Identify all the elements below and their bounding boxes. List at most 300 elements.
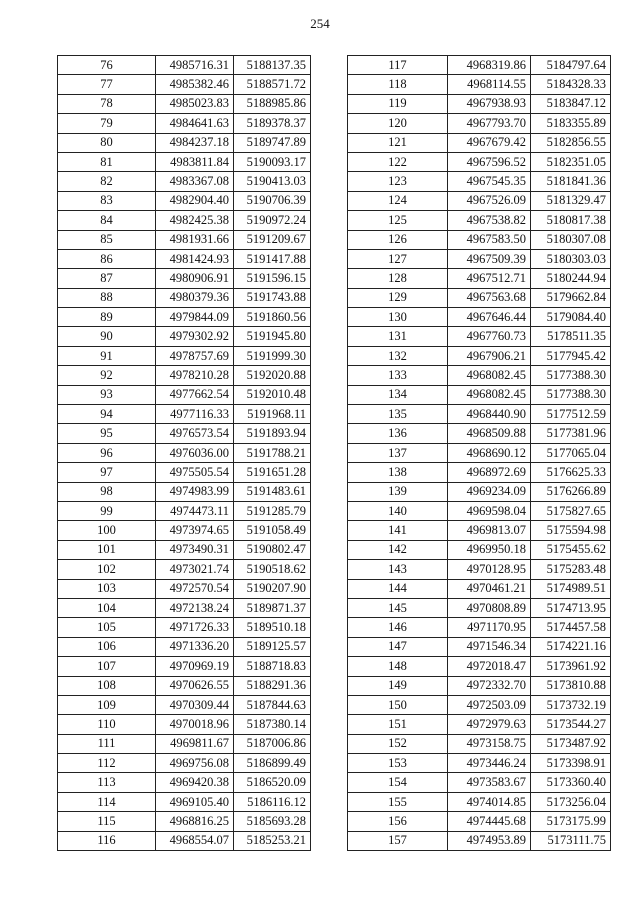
point-number-cell: 155 [348, 792, 448, 811]
x-coordinate-cell: 4984237.18 [156, 133, 234, 152]
x-coordinate-cell: 4979302.92 [156, 327, 234, 346]
table-row [58, 792, 311, 811]
point-number-cell: 91 [58, 346, 156, 365]
point-number-cell: 96 [58, 443, 156, 462]
x-coordinate-cell: 4972503.09 [448, 695, 531, 714]
y-coordinate-cell: 5179084.40 [531, 308, 611, 327]
point-number-cell: 122 [348, 152, 448, 171]
y-coordinate-cell: 5173810.88 [531, 676, 611, 695]
table-row [58, 443, 311, 462]
point-number-cell: 102 [58, 560, 156, 579]
x-coordinate-cell: 4973583.67 [448, 773, 531, 792]
x-coordinate-cell: 4967509.39 [448, 249, 531, 268]
x-coordinate-cell: 4971170.95 [448, 618, 531, 637]
y-coordinate-cell: 5190207.90 [234, 579, 311, 598]
y-coordinate-cell: 5191058.49 [234, 521, 311, 540]
x-coordinate-cell: 4973490.31 [156, 540, 234, 559]
point-number-cell: 142 [348, 540, 448, 559]
y-coordinate-cell: 5191417.88 [234, 249, 311, 268]
point-number-cell: 120 [348, 114, 448, 133]
point-number-cell: 85 [58, 230, 156, 249]
y-coordinate-cell: 5182351.05 [531, 152, 611, 171]
y-coordinate-cell: 5188571.72 [234, 75, 311, 94]
table-row [58, 521, 311, 540]
x-coordinate-cell: 4970128.95 [448, 560, 531, 579]
point-number-cell: 126 [348, 230, 448, 249]
point-number-cell: 144 [348, 579, 448, 598]
point-number-cell: 118 [348, 75, 448, 94]
x-coordinate-cell: 4967563.68 [448, 288, 531, 307]
table-row [58, 346, 311, 365]
y-coordinate-cell: 5173256.04 [531, 792, 611, 811]
table-row [348, 327, 611, 346]
point-number-cell: 141 [348, 521, 448, 540]
point-number-cell: 146 [348, 618, 448, 637]
table-row [348, 424, 611, 443]
point-number-cell: 148 [348, 657, 448, 676]
y-coordinate-cell: 5187844.63 [234, 695, 311, 714]
y-coordinate-cell: 5180817.38 [531, 211, 611, 230]
x-coordinate-cell: 4973446.24 [448, 754, 531, 773]
table-row [58, 812, 311, 831]
y-coordinate-cell: 5191860.56 [234, 308, 311, 327]
x-coordinate-cell: 4969756.08 [156, 754, 234, 773]
x-coordinate-cell: 4972018.47 [448, 657, 531, 676]
table-row [348, 211, 611, 230]
x-coordinate-cell: 4978210.28 [156, 366, 234, 385]
y-coordinate-cell: 5191788.21 [234, 443, 311, 462]
table-row [348, 405, 611, 424]
table-row [58, 463, 311, 482]
point-number-cell: 105 [58, 618, 156, 637]
table-row [348, 75, 611, 94]
x-coordinate-cell: 4967583.50 [448, 230, 531, 249]
x-coordinate-cell: 4974445.68 [448, 812, 531, 831]
table-row [348, 482, 611, 501]
y-coordinate-cell: 5191743.88 [234, 288, 311, 307]
y-coordinate-cell: 5175283.48 [531, 560, 611, 579]
x-coordinate-cell: 4967760.73 [448, 327, 531, 346]
table-row [58, 152, 311, 171]
table-row [348, 579, 611, 598]
point-number-cell: 139 [348, 482, 448, 501]
table-row [58, 249, 311, 268]
point-number-cell: 150 [348, 695, 448, 714]
y-coordinate-cell: 5173961.92 [531, 657, 611, 676]
x-coordinate-cell: 4980379.36 [156, 288, 234, 307]
x-coordinate-cell: 4977662.54 [156, 385, 234, 404]
x-coordinate-cell: 4968319.86 [448, 56, 531, 75]
table-row [58, 715, 311, 734]
y-coordinate-cell: 5185253.21 [234, 831, 311, 850]
x-coordinate-cell: 4968082.45 [448, 385, 531, 404]
point-number-cell: 117 [348, 56, 448, 75]
table-row [348, 152, 611, 171]
point-number-cell: 101 [58, 540, 156, 559]
point-number-cell: 94 [58, 405, 156, 424]
coordinates-table-right-body [348, 56, 611, 851]
table-row [348, 695, 611, 714]
table-row [348, 657, 611, 676]
x-coordinate-cell: 4969105.40 [156, 792, 234, 811]
point-number-cell: 135 [348, 405, 448, 424]
point-number-cell: 77 [58, 75, 156, 94]
y-coordinate-cell: 5190972.24 [234, 211, 311, 230]
table-row [348, 521, 611, 540]
table-row [58, 540, 311, 559]
table-row [58, 133, 311, 152]
point-number-cell: 107 [58, 657, 156, 676]
table-row [58, 269, 311, 288]
point-number-cell: 127 [348, 249, 448, 268]
table-row [348, 94, 611, 113]
point-number-cell: 92 [58, 366, 156, 385]
y-coordinate-cell: 5187006.86 [234, 734, 311, 753]
point-number-cell: 121 [348, 133, 448, 152]
y-coordinate-cell: 5173732.19 [531, 695, 611, 714]
point-number-cell: 97 [58, 463, 156, 482]
table-row [58, 94, 311, 113]
table-row [348, 249, 611, 268]
y-coordinate-cell: 5185693.28 [234, 812, 311, 831]
y-coordinate-cell: 5190413.03 [234, 172, 311, 191]
x-coordinate-cell: 4968440.90 [448, 405, 531, 424]
y-coordinate-cell: 5177388.30 [531, 366, 611, 385]
y-coordinate-cell: 5175594.98 [531, 521, 611, 540]
x-coordinate-cell: 4983811.84 [156, 152, 234, 171]
table-row [58, 288, 311, 307]
table-row [58, 695, 311, 714]
table-row [58, 657, 311, 676]
y-coordinate-cell: 5191945.80 [234, 327, 311, 346]
y-coordinate-cell: 5191285.79 [234, 501, 311, 520]
y-coordinate-cell: 5177388.30 [531, 385, 611, 404]
point-number-cell: 86 [58, 249, 156, 268]
x-coordinate-cell: 4970309.44 [156, 695, 234, 714]
point-number-cell: 109 [58, 695, 156, 714]
table-row [348, 501, 611, 520]
table-row [348, 792, 611, 811]
table-row [58, 172, 311, 191]
x-coordinate-cell: 4967538.82 [448, 211, 531, 230]
table-row [348, 560, 611, 579]
point-number-cell: 103 [58, 579, 156, 598]
table-row [348, 114, 611, 133]
y-coordinate-cell: 5174713.95 [531, 598, 611, 617]
x-coordinate-cell: 4969598.04 [448, 501, 531, 520]
x-coordinate-cell: 4967545.35 [448, 172, 531, 191]
point-number-cell: 87 [58, 269, 156, 288]
x-coordinate-cell: 4974014.85 [448, 792, 531, 811]
table-row [348, 191, 611, 210]
y-coordinate-cell: 5190518.62 [234, 560, 311, 579]
table-row [348, 598, 611, 617]
point-number-cell: 112 [58, 754, 156, 773]
y-coordinate-cell: 5184797.64 [531, 56, 611, 75]
x-coordinate-cell: 4979844.09 [156, 308, 234, 327]
x-coordinate-cell: 4974953.89 [448, 831, 531, 850]
point-number-cell: 78 [58, 94, 156, 113]
x-coordinate-cell: 4968972.69 [448, 463, 531, 482]
table-row [58, 501, 311, 520]
point-number-cell: 90 [58, 327, 156, 346]
point-number-cell: 124 [348, 191, 448, 210]
x-coordinate-cell: 4974473.11 [156, 501, 234, 520]
y-coordinate-cell: 5190706.39 [234, 191, 311, 210]
y-coordinate-cell: 5188137.35 [234, 56, 311, 75]
point-number-cell: 114 [58, 792, 156, 811]
y-coordinate-cell: 5183847.12 [531, 94, 611, 113]
y-coordinate-cell: 5186116.12 [234, 792, 311, 811]
y-coordinate-cell: 5174221.16 [531, 637, 611, 656]
y-coordinate-cell: 5175455.62 [531, 540, 611, 559]
table-row [348, 715, 611, 734]
point-number-cell: 132 [348, 346, 448, 365]
point-number-cell: 137 [348, 443, 448, 462]
table-row [348, 618, 611, 637]
table-row [58, 773, 311, 792]
y-coordinate-cell: 5192020.88 [234, 366, 311, 385]
y-coordinate-cell: 5189125.57 [234, 637, 311, 656]
x-coordinate-cell: 4982904.40 [156, 191, 234, 210]
coordinates-table-left-body [58, 56, 311, 851]
point-number-cell: 84 [58, 211, 156, 230]
x-coordinate-cell: 4968690.12 [448, 443, 531, 462]
point-number-cell: 157 [348, 831, 448, 850]
x-coordinate-cell: 4972979.63 [448, 715, 531, 734]
x-coordinate-cell: 4976573.54 [156, 424, 234, 443]
y-coordinate-cell: 5183355.89 [531, 114, 611, 133]
table-row [58, 579, 311, 598]
table-row [348, 637, 611, 656]
point-number-cell: 93 [58, 385, 156, 404]
y-coordinate-cell: 5191968.11 [234, 405, 311, 424]
x-coordinate-cell: 4977116.33 [156, 405, 234, 424]
table-row [58, 327, 311, 346]
y-coordinate-cell: 5180307.08 [531, 230, 611, 249]
point-number-cell: 76 [58, 56, 156, 75]
x-coordinate-cell: 4970018.96 [156, 715, 234, 734]
table-row [348, 385, 611, 404]
x-coordinate-cell: 4978757.69 [156, 346, 234, 365]
point-number-cell: 136 [348, 424, 448, 443]
y-coordinate-cell: 5188985.86 [234, 94, 311, 113]
point-number-cell: 129 [348, 288, 448, 307]
x-coordinate-cell: 4973021.74 [156, 560, 234, 579]
x-coordinate-cell: 4968509.88 [448, 424, 531, 443]
x-coordinate-cell: 4981931.66 [156, 230, 234, 249]
y-coordinate-cell: 5189378.37 [234, 114, 311, 133]
x-coordinate-cell: 4975505.54 [156, 463, 234, 482]
y-coordinate-cell: 5190093.17 [234, 152, 311, 171]
table-row [58, 560, 311, 579]
x-coordinate-cell: 4969813.07 [448, 521, 531, 540]
y-coordinate-cell: 5179662.84 [531, 288, 611, 307]
point-number-cell: 156 [348, 812, 448, 831]
y-coordinate-cell: 5176625.33 [531, 463, 611, 482]
y-coordinate-cell: 5173111.75 [531, 831, 611, 850]
table-row [348, 463, 611, 482]
table-row [58, 308, 311, 327]
point-number-cell: 108 [58, 676, 156, 695]
table-row [58, 618, 311, 637]
point-number-cell: 140 [348, 501, 448, 520]
x-coordinate-cell: 4968082.45 [448, 366, 531, 385]
y-coordinate-cell: 5191893.94 [234, 424, 311, 443]
point-number-cell: 133 [348, 366, 448, 385]
x-coordinate-cell: 4973974.65 [156, 521, 234, 540]
x-coordinate-cell: 4985716.31 [156, 56, 234, 75]
point-number-cell: 104 [58, 598, 156, 617]
y-coordinate-cell: 5177381.96 [531, 424, 611, 443]
table-row [348, 812, 611, 831]
table-row [58, 424, 311, 443]
point-number-cell: 154 [348, 773, 448, 792]
table-row [348, 172, 611, 191]
point-number-cell: 130 [348, 308, 448, 327]
table-row [348, 773, 611, 792]
x-coordinate-cell: 4972332.70 [448, 676, 531, 695]
table-row [348, 288, 611, 307]
x-coordinate-cell: 4968816.25 [156, 812, 234, 831]
y-coordinate-cell: 5191483.61 [234, 482, 311, 501]
table-row [58, 482, 311, 501]
table-row [58, 734, 311, 753]
point-number-cell: 147 [348, 637, 448, 656]
y-coordinate-cell: 5191596.15 [234, 269, 311, 288]
x-coordinate-cell: 4971546.34 [448, 637, 531, 656]
y-coordinate-cell: 5186899.49 [234, 754, 311, 773]
y-coordinate-cell: 5191209.67 [234, 230, 311, 249]
y-coordinate-cell: 5173398.91 [531, 754, 611, 773]
table-row [58, 405, 311, 424]
y-coordinate-cell: 5191651.28 [234, 463, 311, 482]
point-number-cell: 81 [58, 152, 156, 171]
table-row [348, 366, 611, 385]
x-coordinate-cell: 4984641.63 [156, 114, 234, 133]
x-coordinate-cell: 4982425.38 [156, 211, 234, 230]
x-coordinate-cell: 4967512.71 [448, 269, 531, 288]
y-coordinate-cell: 5178511.35 [531, 327, 611, 346]
x-coordinate-cell: 4970808.89 [448, 598, 531, 617]
x-coordinate-cell: 4972570.54 [156, 579, 234, 598]
table-row [58, 831, 311, 850]
x-coordinate-cell: 4973158.75 [448, 734, 531, 753]
point-number-cell: 125 [348, 211, 448, 230]
point-number-cell: 123 [348, 172, 448, 191]
x-coordinate-cell: 4967596.52 [448, 152, 531, 171]
y-coordinate-cell: 5189747.89 [234, 133, 311, 152]
y-coordinate-cell: 5177065.04 [531, 443, 611, 462]
y-coordinate-cell: 5173175.99 [531, 812, 611, 831]
table-row [58, 56, 311, 75]
point-number-cell: 99 [58, 501, 156, 520]
point-number-cell: 138 [348, 463, 448, 482]
x-coordinate-cell: 4970626.55 [156, 676, 234, 695]
point-number-cell: 88 [58, 288, 156, 307]
x-coordinate-cell: 4983367.08 [156, 172, 234, 191]
x-coordinate-cell: 4985023.83 [156, 94, 234, 113]
x-coordinate-cell: 4969420.38 [156, 773, 234, 792]
x-coordinate-cell: 4970969.19 [156, 657, 234, 676]
x-coordinate-cell: 4967938.93 [448, 94, 531, 113]
y-coordinate-cell: 5174989.51 [531, 579, 611, 598]
point-number-cell: 128 [348, 269, 448, 288]
x-coordinate-cell: 4967679.42 [448, 133, 531, 152]
table-row [348, 269, 611, 288]
y-coordinate-cell: 5187380.14 [234, 715, 311, 734]
table-row [348, 56, 611, 75]
y-coordinate-cell: 5173544.27 [531, 715, 611, 734]
y-coordinate-cell: 5174457.58 [531, 618, 611, 637]
point-number-cell: 110 [58, 715, 156, 734]
point-number-cell: 89 [58, 308, 156, 327]
x-coordinate-cell: 4970461.21 [448, 579, 531, 598]
point-number-cell: 149 [348, 676, 448, 695]
x-coordinate-cell: 4972138.24 [156, 598, 234, 617]
coordinates-table-right [347, 55, 611, 851]
point-number-cell: 152 [348, 734, 448, 753]
table-row [348, 831, 611, 850]
x-coordinate-cell: 4968554.07 [156, 831, 234, 850]
y-coordinate-cell: 5189871.37 [234, 598, 311, 617]
point-number-cell: 116 [58, 831, 156, 850]
table-row [348, 133, 611, 152]
y-coordinate-cell: 5181841.36 [531, 172, 611, 191]
table-row [348, 540, 611, 559]
point-number-cell: 115 [58, 812, 156, 831]
table-row [348, 443, 611, 462]
point-number-cell: 153 [348, 754, 448, 773]
y-coordinate-cell: 5176266.89 [531, 482, 611, 501]
point-number-cell: 113 [58, 773, 156, 792]
x-coordinate-cell: 4969234.09 [448, 482, 531, 501]
y-coordinate-cell: 5177945.42 [531, 346, 611, 365]
point-number-cell: 111 [58, 734, 156, 753]
table-row [348, 308, 611, 327]
x-coordinate-cell: 4976036.00 [156, 443, 234, 462]
x-coordinate-cell: 4974983.99 [156, 482, 234, 501]
table-row [58, 211, 311, 230]
y-coordinate-cell: 5173487.92 [531, 734, 611, 753]
point-number-cell: 83 [58, 191, 156, 210]
table-row [58, 75, 311, 94]
y-coordinate-cell: 5182856.55 [531, 133, 611, 152]
point-number-cell: 131 [348, 327, 448, 346]
x-coordinate-cell: 4980906.91 [156, 269, 234, 288]
point-number-cell: 79 [58, 114, 156, 133]
x-coordinate-cell: 4971726.33 [156, 618, 234, 637]
point-number-cell: 119 [348, 94, 448, 113]
table-row [58, 114, 311, 133]
x-coordinate-cell: 4967793.70 [448, 114, 531, 133]
y-coordinate-cell: 5181329.47 [531, 191, 611, 210]
y-coordinate-cell: 5192010.48 [234, 385, 311, 404]
coordinates-table-left [57, 55, 311, 851]
table-row [348, 676, 611, 695]
x-coordinate-cell: 4971336.20 [156, 637, 234, 656]
table-row [348, 346, 611, 365]
point-number-cell: 145 [348, 598, 448, 617]
point-number-cell: 98 [58, 482, 156, 501]
point-number-cell: 106 [58, 637, 156, 656]
y-coordinate-cell: 5180244.94 [531, 269, 611, 288]
x-coordinate-cell: 4985382.46 [156, 75, 234, 94]
y-coordinate-cell: 5184328.33 [531, 75, 611, 94]
table-row [58, 637, 311, 656]
table-row [58, 230, 311, 249]
x-coordinate-cell: 4969811.67 [156, 734, 234, 753]
